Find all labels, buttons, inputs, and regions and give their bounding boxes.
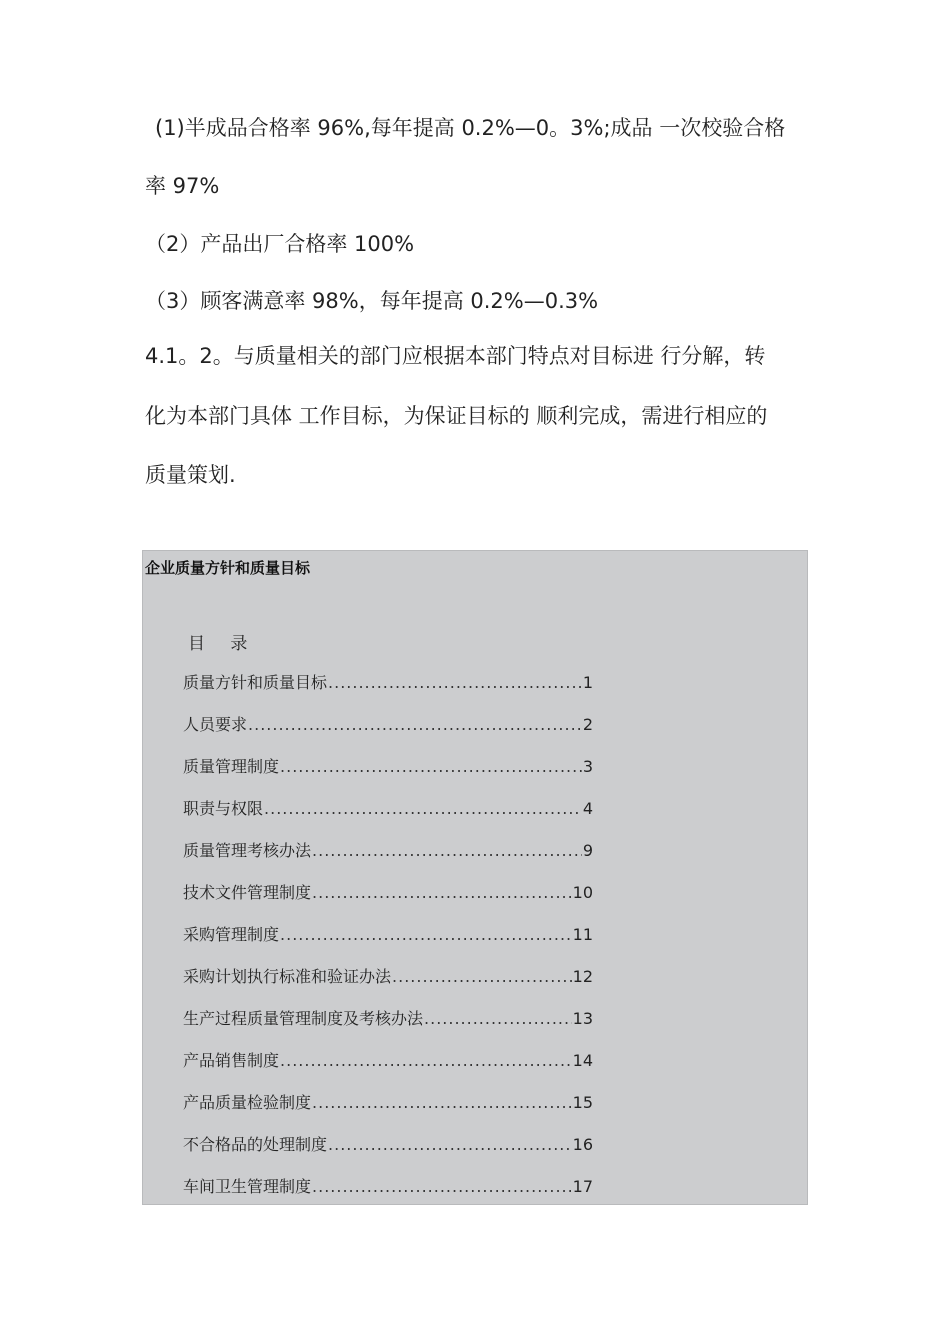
toc-entry-page-number: 1: [582, 673, 593, 692]
toc-entry[interactable]: [183, 1006, 593, 1048]
paragraph-2: （2）产品出厂合格率 100%: [145, 232, 415, 256]
toc-entry[interactable]: [183, 1174, 593, 1216]
toc-list: [183, 670, 593, 1216]
toc-panel: [142, 550, 808, 1205]
toc-leader-dots: [264, 799, 582, 818]
toc-entry-page-number: 4: [582, 799, 593, 818]
toc-leader-dots: [424, 1009, 572, 1028]
toc-leader-dots: [312, 841, 582, 860]
toc-panel-title: 企业质量方针和质量目标: [145, 559, 311, 577]
toc-entry-label: 质量管理制度: [183, 757, 280, 776]
toc-leader-dots: [280, 757, 582, 776]
toc-entry-page-number: 17: [572, 1177, 593, 1196]
toc-entry-label: 技术文件管理制度: [183, 883, 312, 902]
toc-entry[interactable]: [183, 670, 593, 712]
toc-entry-page-number: 9: [582, 841, 593, 860]
toc-entry[interactable]: [183, 922, 593, 964]
toc-entry-page-number: 3: [582, 757, 593, 776]
toc-entry-label: 质量管理考核办法: [183, 841, 312, 860]
toc-leader-dots: [280, 925, 572, 944]
toc-heading: 目 录: [188, 634, 258, 654]
paragraph-1-line-1: (1)半成品合格率 96%,每年提高 0.2%—0。3%;成品 一次校验合格: [155, 116, 786, 140]
toc-entry-label: 采购计划执行标准和验证办法: [183, 967, 392, 986]
toc-entry[interactable]: [183, 712, 593, 754]
toc-entry-page-number: 2: [582, 715, 593, 734]
toc-entry-page-number: 12: [572, 967, 593, 986]
toc-entry-label: 生产过程质量管理制度及考核办法: [183, 1009, 424, 1028]
toc-leader-dots: [248, 715, 582, 734]
toc-entry-label: 职责与权限: [183, 799, 264, 818]
toc-leader-dots: [328, 1135, 572, 1154]
toc-leader-dots: [392, 967, 572, 986]
paragraph-4-line-1: 4.1。2。与质量相关的部门应根据本部门特点对目标进 行分解，转: [145, 344, 766, 368]
toc-entry-page-number: 13: [572, 1009, 593, 1028]
toc-entry[interactable]: [183, 1132, 593, 1174]
toc-entry[interactable]: [183, 880, 593, 922]
toc-entry[interactable]: [183, 838, 593, 880]
toc-entry-label: 人员要求: [183, 715, 248, 734]
toc-entry-label: 产品销售制度: [183, 1051, 280, 1070]
toc-entry-page-number: 11: [572, 925, 593, 944]
toc-entry[interactable]: [183, 754, 593, 796]
toc-entry-label: 质量方针和质量目标: [183, 673, 328, 692]
paragraph-3: （3）顾客满意率 98%，每年提高 0.2%—0.3%: [145, 289, 599, 313]
toc-entry-page-number: 16: [572, 1135, 593, 1154]
toc-entry-label: 采购管理制度: [183, 925, 280, 944]
paragraph-4-line-3: 质量策划.: [145, 463, 236, 487]
toc-entry-page-number: 14: [572, 1051, 593, 1070]
toc-entry-label: 车间卫生管理制度: [183, 1177, 312, 1196]
paragraph-1-line-2: 率 97%: [145, 174, 220, 198]
toc-entry[interactable]: [183, 964, 593, 1006]
toc-leader-dots: [328, 673, 582, 692]
toc-leader-dots: [312, 1093, 572, 1112]
toc-entry-page-number: 10: [572, 883, 593, 902]
toc-entry[interactable]: [183, 1048, 593, 1090]
toc-entry-label: 不合格品的处理制度: [183, 1135, 328, 1154]
toc-entry-label: 产品质量检验制度: [183, 1093, 312, 1112]
toc-entry-page-number: 15: [572, 1093, 593, 1112]
toc-leader-dots: [312, 1177, 572, 1196]
toc-entry[interactable]: [183, 1090, 593, 1132]
toc-leader-dots: [280, 1051, 572, 1070]
toc-leader-dots: [312, 883, 572, 902]
paragraph-4-line-2: 化为本部门具体 工作目标，为保证目标的 顺利完成，需进行相应的: [145, 404, 768, 428]
toc-entry[interactable]: [183, 796, 593, 838]
